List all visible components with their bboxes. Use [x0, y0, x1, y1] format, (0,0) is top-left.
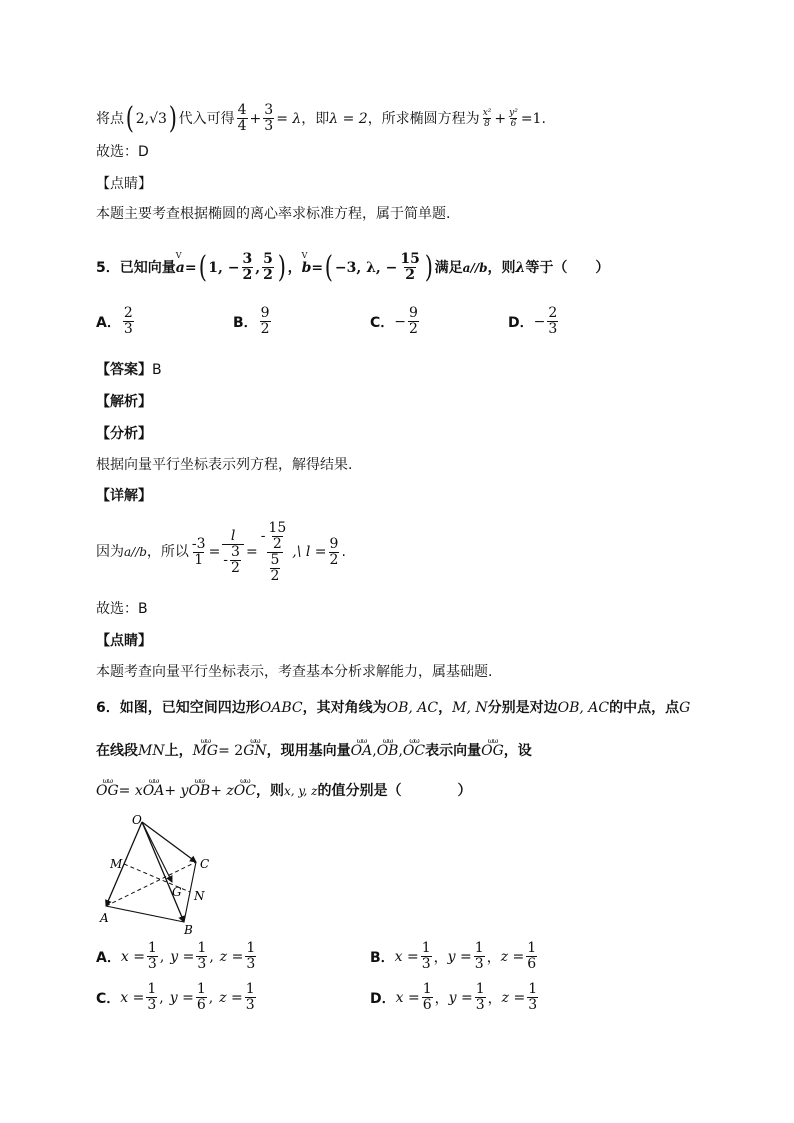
math: + y: [164, 783, 189, 799]
q5-option-c: [370, 306, 421, 337]
fraction: [263, 103, 274, 134]
fraction: [527, 982, 538, 1013]
text: ，则: [487, 259, 516, 276]
separator: ,: [208, 989, 214, 1006]
fraction: [270, 553, 281, 584]
fraction: [196, 982, 207, 1013]
comment-text: 本题主要考查根据椭圆的离心率求标准方程，属于简单题.: [96, 206, 451, 222]
fenxi-text: 根据向量平行坐标表示列方程，解得结果.: [96, 457, 353, 473]
paren-right: ): [168, 100, 177, 136]
fenxi-heading: 【分析】: [96, 426, 152, 442]
numerator: -3: [191, 535, 206, 552]
sign: −: [533, 313, 546, 330]
separator: ，: [486, 949, 501, 966]
math: z =: [501, 989, 526, 1006]
numerator: 9: [409, 305, 418, 321]
math: OB, AC: [386, 700, 439, 716]
text: 因为: [96, 544, 124, 560]
fraction: [482, 108, 493, 129]
label-o: O: [132, 813, 142, 827]
paren-right: ): [277, 249, 286, 285]
answer-line: 故选：D: [96, 144, 149, 160]
numerator: 1: [474, 940, 484, 956]
text: ，设: [503, 743, 532, 759]
vector-og-line: [142, 822, 172, 882]
math: z =: [500, 948, 525, 965]
numerator: l: [230, 527, 236, 544]
text: 的中点，点: [609, 700, 680, 716]
math: x, y, z: [283, 784, 318, 798]
tetrahedron-figure: [92, 810, 232, 940]
q5-option-a: [96, 306, 136, 337]
denominator: 2: [405, 267, 415, 283]
denominator: [222, 544, 244, 576]
label-n: N: [194, 889, 205, 903]
math: MN: [138, 743, 165, 759]
fraction: [262, 252, 274, 283]
option-label: C．: [370, 314, 395, 331]
denominator: 3: [475, 997, 485, 1013]
compound-fraction: [260, 521, 291, 584]
numerator: 4: [237, 102, 247, 118]
numerator: 1: [197, 940, 207, 956]
q6-stem-line2: [96, 742, 532, 760]
numerator: 1: [147, 940, 157, 956]
numerator: y²: [509, 108, 518, 118]
numerator: 3: [264, 102, 274, 118]
text: 在线段: [96, 743, 138, 759]
vector-ob: ωω OB: [377, 742, 399, 760]
numerator: 1: [528, 981, 538, 997]
separator: ,: [159, 948, 165, 965]
analysis-heading: 【解析】: [96, 394, 152, 410]
fraction: [526, 941, 537, 972]
fraction: [508, 108, 519, 129]
denominator: 3: [197, 956, 207, 972]
numerator: 1: [475, 981, 485, 997]
denominator: 3: [548, 321, 558, 337]
option-label: D．: [508, 314, 534, 331]
numerator: 1: [422, 981, 432, 997]
vector-oa: ωω OA: [143, 782, 165, 800]
math: z =: [219, 948, 244, 965]
math: λ = 2: [329, 110, 368, 127]
math: =1.: [520, 110, 546, 127]
denominator: 1: [194, 551, 204, 568]
vector-og: ωω OG: [96, 782, 119, 800]
fraction: [191, 537, 207, 568]
numerator: 1: [147, 981, 157, 997]
comment-heading: 【点睛】: [96, 633, 152, 649]
math: ,: [398, 743, 403, 759]
option-label: B．: [233, 314, 258, 331]
answer-heading: 【答案】: [96, 362, 152, 378]
math: + z: [210, 783, 234, 799]
vector-oc: ωω OC: [403, 742, 425, 760]
select-line: 故选：B: [96, 601, 148, 617]
numerator: 2: [123, 305, 133, 321]
operator: =: [311, 259, 324, 276]
numerator: 5: [270, 551, 280, 568]
option-label: D．: [370, 990, 396, 1007]
operator: =: [208, 544, 221, 560]
operator: = 2: [218, 743, 244, 759]
paren-right: ): [424, 249, 433, 285]
q6-option-d: [370, 982, 540, 1013]
text: ，所以: [146, 544, 189, 560]
numerator: 15: [400, 251, 420, 267]
numerator: [260, 521, 291, 552]
math: a//b: [124, 545, 147, 559]
separator: ,: [159, 989, 164, 1006]
fraction: [242, 252, 254, 283]
denominator: 2: [242, 267, 253, 283]
fraction: [267, 521, 287, 552]
math: x =: [394, 948, 419, 965]
numerator: 1: [196, 981, 206, 997]
numerator: 1: [245, 981, 255, 997]
vector-og: ωω OG: [481, 742, 504, 760]
fraction: [245, 982, 256, 1013]
comment-text: 本题考查向量平行坐标表示，考查基本分析求解能力，属基础题.: [96, 664, 493, 680]
math: y =: [447, 948, 472, 965]
denominator: 6: [510, 119, 517, 129]
fraction: [421, 941, 432, 972]
option-label: A．: [96, 314, 121, 331]
numerator: 5: [263, 251, 273, 267]
text: ，现用基向量: [266, 743, 351, 759]
paren-left: (: [125, 100, 134, 136]
label-m: M: [110, 857, 123, 871]
text: 分别是对边: [487, 700, 558, 716]
numerator: 3: [231, 543, 240, 560]
fraction: [408, 306, 419, 337]
comment-heading: 【点睛】: [96, 176, 152, 192]
operator: =: [245, 544, 258, 560]
math: z =: [219, 989, 243, 1006]
fraction: [475, 982, 486, 1013]
math: G: [679, 700, 691, 716]
fraction: [147, 941, 158, 972]
math: OB, AC: [557, 700, 610, 716]
math: −3, λ, −: [334, 259, 398, 276]
point-coord: 2,: [135, 110, 150, 127]
denominator: 2: [272, 535, 282, 552]
fraction: [329, 537, 340, 568]
denominator: 2: [409, 321, 418, 337]
text: 5．已知向量: [96, 259, 176, 276]
sign: −: [394, 313, 407, 330]
text: ，其对角线为: [302, 700, 387, 716]
option-label: C．: [96, 990, 121, 1007]
point-coord-root: √3: [149, 110, 167, 127]
vector-oa: ωω OA: [351, 742, 373, 760]
math: y =: [169, 989, 194, 1006]
q6-option-a: [96, 941, 258, 972]
q5-option-b: [233, 306, 273, 337]
numerator: 1: [421, 940, 431, 956]
denominator: [267, 552, 284, 584]
q5-stem: [96, 249, 610, 285]
numerator: 9: [260, 305, 270, 321]
denominator: 3: [421, 956, 431, 972]
compound-fraction: [222, 529, 244, 576]
text: 表示向量: [425, 743, 482, 759]
vector-oc: ωω OC: [234, 782, 256, 800]
answer-value: B: [152, 362, 162, 378]
sign: -: [223, 551, 229, 568]
q6-stem-line3: [96, 782, 472, 800]
text: 满足: [434, 259, 463, 276]
text: 代入可得: [178, 110, 235, 127]
fraction: [399, 252, 420, 283]
substitution-line: [96, 100, 546, 136]
denominator: 6: [527, 956, 537, 972]
operator: +: [249, 110, 262, 127]
math: x =: [120, 989, 145, 1006]
label-g: G: [172, 885, 182, 899]
math: y =: [448, 989, 473, 1006]
separator: ，: [433, 949, 448, 966]
text: ，即: [301, 110, 330, 127]
math: ,: [372, 743, 377, 759]
denominator: 3: [528, 997, 538, 1013]
math: M, N: [452, 700, 488, 716]
numerator: 9: [329, 535, 339, 552]
label-c: C: [200, 857, 210, 871]
fraction: [547, 306, 558, 337]
fraction: [230, 545, 241, 576]
separator: ，: [487, 990, 502, 1007]
vector-gn: ωω GN: [243, 742, 266, 760]
text: 将点: [96, 110, 124, 127]
math: a//b: [462, 260, 488, 275]
numerator: 1: [246, 940, 256, 956]
fraction: [474, 941, 485, 972]
math: OABC: [259, 700, 303, 716]
denominator: 3: [264, 118, 274, 134]
denominator: 2: [270, 567, 280, 584]
math: λ: [515, 259, 526, 276]
vector-mg: ωω MG: [193, 742, 219, 760]
numerator: 2: [548, 305, 558, 321]
fraction: [196, 941, 207, 972]
denominator: 2: [329, 551, 339, 568]
vector-a: V a: [176, 259, 185, 277]
fraction: [245, 941, 256, 972]
text: ，所求椭圆方程为: [367, 110, 480, 127]
sign: -: [260, 527, 266, 544]
separator: ,: [209, 948, 214, 965]
math: ,: [255, 259, 261, 276]
fraction: [123, 306, 134, 337]
vector-b: V b: [302, 259, 312, 277]
denominator: 6: [422, 997, 432, 1013]
math: x =: [395, 989, 420, 1006]
paren-left: (: [324, 249, 334, 285]
denominator: 3: [474, 956, 484, 972]
paren-left: (: [198, 249, 207, 285]
q5-option-d: [508, 306, 560, 337]
denominator: 6: [196, 997, 206, 1013]
denominator: 3: [147, 956, 157, 972]
math: = x: [118, 783, 143, 799]
text: 6．如图，已知空间四边形: [96, 700, 260, 716]
math: ,\ l =: [292, 544, 327, 560]
q5-detail-equation: [96, 512, 346, 592]
denominator: 8: [484, 119, 490, 129]
denominator: 2: [260, 321, 270, 337]
text: 的值分别是（ ）: [317, 783, 472, 799]
edge-ab: [106, 906, 184, 922]
numerator: x²: [482, 108, 492, 118]
fraction: [146, 982, 157, 1013]
math: = λ: [276, 110, 302, 127]
operator: +: [494, 110, 507, 127]
denominator: 2: [263, 267, 273, 283]
numerator: 3: [242, 251, 253, 267]
math: 1, −: [208, 259, 240, 276]
detail-heading: 【详解】: [96, 488, 152, 504]
separator: ，: [434, 990, 449, 1007]
numerator: 15: [268, 519, 287, 536]
denominator: 3: [246, 956, 256, 972]
text: ，则: [255, 783, 284, 799]
q5-answer: [96, 361, 162, 379]
operator: =: [184, 259, 197, 276]
numerator: 1: [527, 940, 537, 956]
fraction: [422, 982, 433, 1013]
math: y =: [170, 948, 195, 965]
math: x =: [120, 948, 145, 965]
text: .: [341, 544, 346, 560]
denominator: 3: [147, 997, 157, 1013]
fraction: [237, 103, 248, 134]
fraction: [260, 306, 271, 337]
label-a: A: [100, 911, 109, 925]
denominator: 2: [231, 559, 240, 576]
denominator: 3: [123, 321, 133, 337]
text: ，: [438, 700, 453, 716]
option-label: A．: [96, 949, 121, 966]
q6-option-b: [370, 941, 539, 972]
vector-ob: ωω OB: [188, 782, 210, 800]
denominator: 4: [237, 118, 247, 134]
q6-option-c: [96, 982, 258, 1013]
text: 等于（ ）: [525, 259, 610, 276]
text: ，: [287, 259, 302, 276]
text: 上，: [164, 743, 193, 759]
denominator: 3: [245, 997, 255, 1013]
label-b: B: [184, 923, 193, 937]
q6-stem-line1: [96, 699, 690, 717]
option-label: B．: [370, 949, 395, 966]
